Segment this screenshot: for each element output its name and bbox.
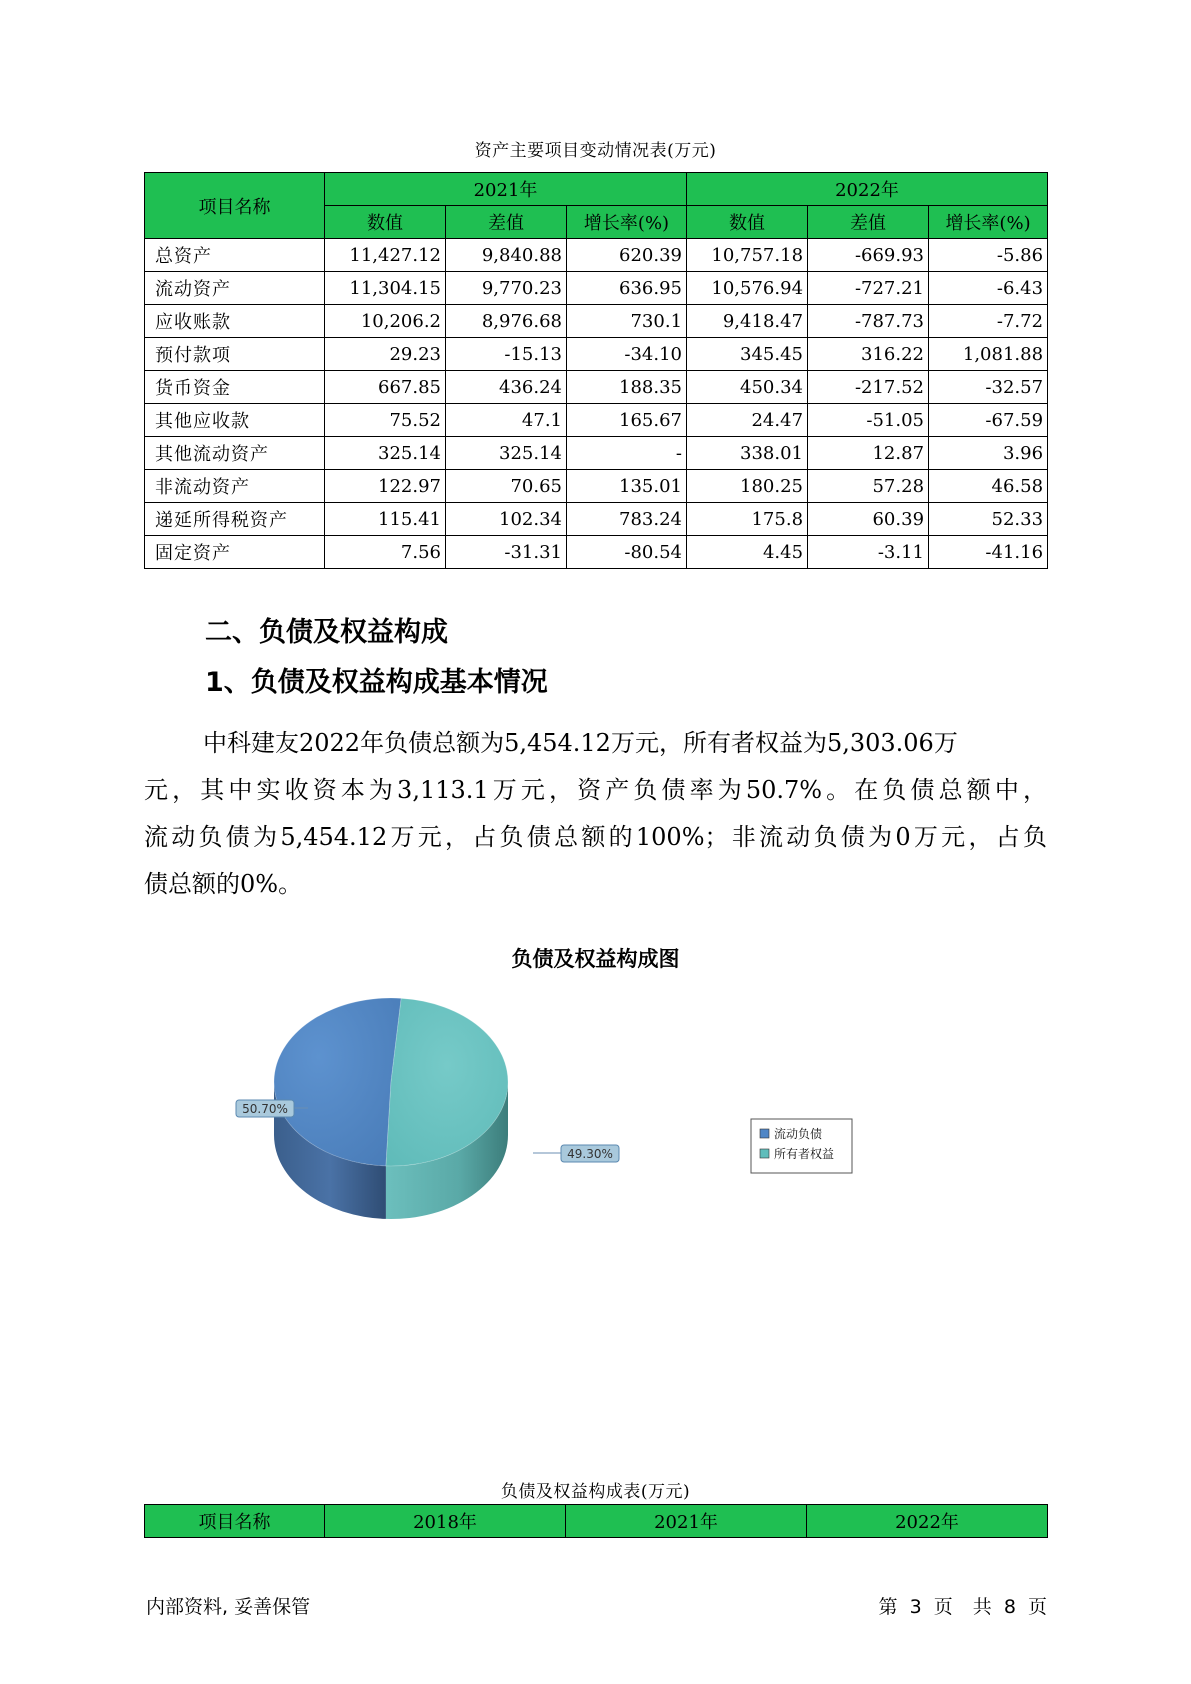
row-label: 流动资产 [145, 272, 325, 305]
asset-table-caption: 资产主要项目变动情况表(万元) [474, 141, 717, 161]
table-cell: -51.05 [808, 404, 929, 437]
table-cell: 180.25 [687, 470, 808, 503]
header-year-2022: 2022年 [687, 173, 1048, 206]
table-cell: 783.24 [567, 503, 687, 536]
table-cell: 46.58 [929, 470, 1048, 503]
table-cell: 60.39 [808, 503, 929, 536]
pie-tops [274, 998, 508, 1166]
row-label: 货币资金 [145, 371, 325, 404]
slice-percent-label: 49.30% [567, 1147, 613, 1161]
slice-percent-label: 50.70% [242, 1102, 288, 1116]
table-cell: 636.95 [567, 272, 687, 305]
table-cell: -34.10 [567, 338, 687, 371]
label-owners-equity [533, 1145, 619, 1162]
header-item-name: 项目名称 [145, 173, 325, 239]
table-cell: 7.56 [325, 536, 446, 569]
table-cell: 188.35 [567, 371, 687, 404]
page-prefix: 第 [878, 1596, 898, 1618]
table-cell: 122.97 [325, 470, 446, 503]
table-cell: 345.45 [687, 338, 808, 371]
footer-note: 内部资料, 妥善保管 [146, 1596, 311, 1618]
table-cell: 11,304.15 [325, 272, 446, 305]
chart-title: 负债及权益构成图 [511, 947, 680, 971]
table-cell: 24.47 [687, 404, 808, 437]
table-cell: -217.52 [808, 371, 929, 404]
table-cell: -31.31 [446, 536, 567, 569]
section-heading: 二、负债及权益构成 [205, 617, 448, 648]
table-cell: 338.01 [687, 437, 808, 470]
equity-header-item: 项目名称 [145, 1505, 325, 1538]
subheader-2022-value: 数值 [687, 206, 808, 239]
table-cell: 115.41 [325, 503, 446, 536]
table-cell: 12.87 [808, 437, 929, 470]
legend-label: 流动负债 [774, 1127, 823, 1141]
table-cell: 47.1 [446, 404, 567, 437]
subheader-2021-value: 数值 [325, 206, 446, 239]
table-cell: 52.33 [929, 503, 1048, 536]
table-cell: 730.1 [567, 305, 687, 338]
table-cell: 75.52 [325, 404, 446, 437]
equity-table-caption: 负债及权益构成表(万元) [500, 1482, 691, 1502]
equity-header-2022: 2022年 [807, 1505, 1048, 1538]
table-cell: -41.16 [929, 536, 1048, 569]
table-cell: 57.28 [808, 470, 929, 503]
table-cell: 10,206.2 [325, 305, 446, 338]
subheader-2022-diff: 差值 [808, 206, 929, 239]
subheader-2021-growth: 增长率(%) [567, 206, 687, 239]
row-label: 应收账款 [145, 305, 325, 338]
legend-swatch [760, 1149, 769, 1158]
table-cell: 4.45 [687, 536, 808, 569]
page-suffix: 页 [933, 1596, 953, 1618]
table-cell: 165.67 [567, 404, 687, 437]
table-cell: 325.14 [325, 437, 446, 470]
table-cell: - [567, 437, 687, 470]
equity-table [144, 1504, 1048, 1538]
table-cell: -80.54 [567, 536, 687, 569]
subsection-heading: 1、负债及权益构成基本情况 [205, 667, 548, 698]
equity-header-2021: 2021年 [566, 1505, 807, 1538]
table-cell: -67.59 [929, 404, 1048, 437]
table-cell: -15.13 [446, 338, 567, 371]
table-cell: 9,770.23 [446, 272, 567, 305]
table-cell: 667.85 [325, 371, 446, 404]
equity-header-2018: 2018年 [325, 1505, 566, 1538]
row-label: 非流动资产 [145, 470, 325, 503]
paragraph-line: 债总额的0%。 [144, 870, 303, 898]
table-cell: 620.39 [567, 239, 687, 272]
page-indicator [879, 1592, 1047, 1619]
table-cell: 11,427.12 [325, 239, 446, 272]
paragraph-line: 中科建友2022年负债总额为5,454.12万元，所有者权益为5,303.06万 [203, 729, 958, 757]
table-cell: 135.01 [567, 470, 687, 503]
subheader-2021-diff: 差值 [446, 206, 567, 239]
table-cell: -787.73 [808, 305, 929, 338]
table-cell: -32.57 [929, 371, 1048, 404]
table-cell: -3.11 [808, 536, 929, 569]
paragraph-line: 元，其中实收资本为3,113.1万元，资产负债率为50.7%。在负债总额中， [144, 776, 1047, 804]
total-pages: 8 [1003, 1596, 1016, 1618]
table-cell: -727.21 [808, 272, 929, 305]
row-label: 其他应收款 [145, 404, 325, 437]
subheader-2022-growth: 增长率(%) [929, 206, 1048, 239]
legend-label: 所有者权益 [774, 1147, 835, 1161]
table-cell: 436.24 [446, 371, 567, 404]
table-cell: 70.65 [446, 470, 567, 503]
row-label: 预付款项 [145, 338, 325, 371]
total-prefix: 共 [972, 1596, 992, 1618]
row-label: 总资产 [145, 239, 325, 272]
table-cell: 102.34 [446, 503, 567, 536]
table-cell: 10,576.94 [687, 272, 808, 305]
chart-legend [751, 1119, 852, 1173]
table-cell: -6.43 [929, 272, 1048, 305]
table-cell: 9,418.47 [687, 305, 808, 338]
table-cell: 1,081.88 [929, 338, 1048, 371]
table-cell: 316.22 [808, 338, 929, 371]
legend-swatch [760, 1129, 769, 1138]
paragraph-line: 流动负债为5,454.12万元，占负债总额的100%；非流动负债为0万元，占负 [144, 823, 1047, 851]
row-label: 递延所得税资产 [145, 503, 325, 536]
table-cell: -5.86 [929, 239, 1048, 272]
table-cell: -7.72 [929, 305, 1048, 338]
table-cell: 8,976.68 [446, 305, 567, 338]
table-cell: 9,840.88 [446, 239, 567, 272]
row-label: 固定资产 [145, 536, 325, 569]
row-label: 其他流动资产 [145, 437, 325, 470]
table-cell: 29.23 [325, 338, 446, 371]
table-cell: 10,757.18 [687, 239, 808, 272]
table-cell: 175.8 [687, 503, 808, 536]
page-number: 3 [909, 1596, 922, 1618]
table-cell: 3.96 [929, 437, 1048, 470]
table-cell: 325.14 [446, 437, 567, 470]
header-year-2021: 2021年 [325, 173, 687, 206]
table-cell: 450.34 [687, 371, 808, 404]
total-suffix: 页 [1027, 1596, 1047, 1618]
table-cell: -669.93 [808, 239, 929, 272]
